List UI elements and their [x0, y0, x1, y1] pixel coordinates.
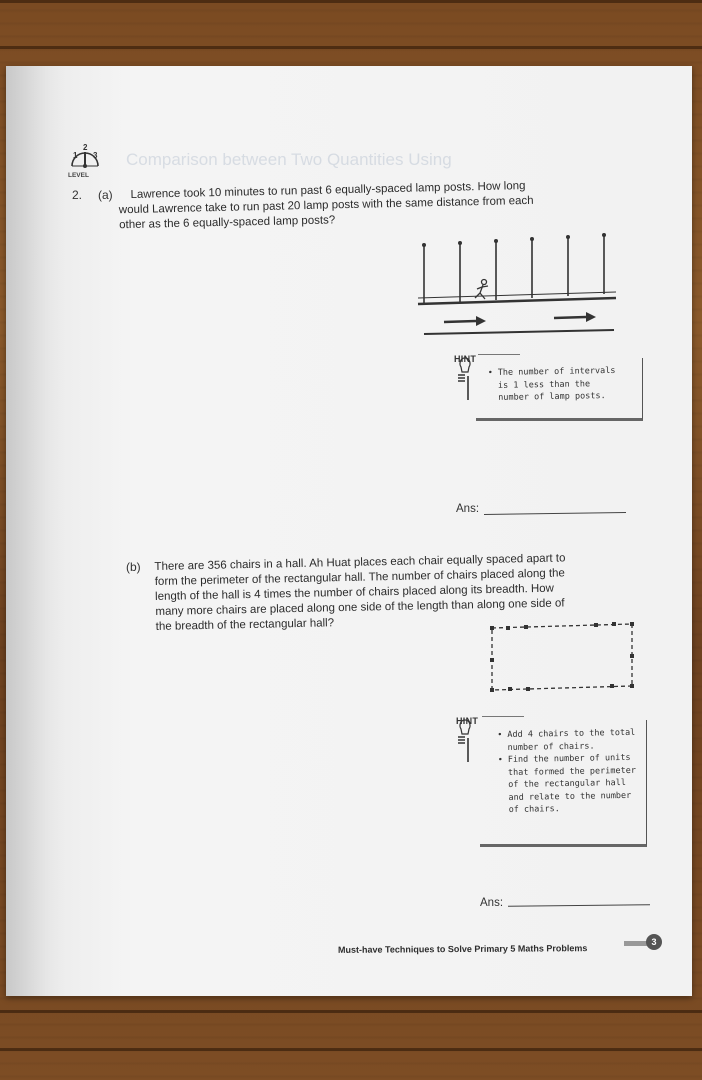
level-number-2: 2: [83, 143, 88, 152]
answer-line-b[interactable]: [508, 904, 650, 906]
part-b-line-2: form the perimeter of the rectangular hall. The number of chairs placed along the: [154, 567, 566, 588]
hint-b-item2-line-4: and relate to the number: [508, 790, 632, 803]
hint-text-b: [495, 727, 636, 817]
show-through-text: Comparison between Two Quantities Using: [126, 150, 452, 169]
answer-label-b: Ans:: [480, 897, 504, 909]
hint-rule-a: [478, 354, 520, 355]
hint-a-line-2: is 1 less than the: [497, 378, 591, 391]
part-a-line-2: would Lawrence take to run past 20 lamp posts with the same distance from each: [118, 194, 534, 217]
part-b-label: (b): [126, 560, 141, 574]
hint-title-b: HINT: [456, 716, 479, 726]
part-a-line-3: other as the 6 equally-spaced lamp posts?: [119, 214, 336, 232]
part-b-line-1: There are 356 chairs in a hall. Ah Huat places each chair equally spaced apart to: [154, 552, 566, 573]
hint-b-item2-line-1: • Find the number of units: [507, 752, 631, 766]
part-a-label: (a): [98, 188, 113, 202]
question-number: 2.: [72, 188, 83, 202]
hint-b-item1-line-2: number of chairs.: [507, 740, 595, 753]
hint-b-item2-line-5: of chairs.: [508, 804, 560, 816]
part-b-line-3: length of the hall is 4 times the number of chairs placed along its breadth. How: [154, 582, 555, 603]
level-label: LEVEL: [68, 172, 89, 179]
footer-title: Must-have Techniques to Solve Primary 5 Maths Problems: [337, 943, 588, 955]
rectangular-hall-diagram: [486, 618, 636, 699]
hint-b-item2-line-3: of the rectangular hall: [508, 777, 626, 791]
part-a-question-text: [118, 163, 534, 233]
hint-b-item2-line-2: that formed the perimeter: [507, 765, 637, 778]
hint-text-a: [486, 365, 616, 405]
hint-b-item1-line-1: • Add 4 chairs to the total: [507, 727, 636, 741]
wood-plank-gap: [0, 0, 702, 3]
level-number-3: 3: [93, 151, 98, 160]
lamp-posts-runner-illustration: [414, 226, 620, 341]
hint-a-line-3: number of lamp posts.: [498, 391, 606, 403]
wood-plank-gap: [0, 1048, 702, 1051]
part-b-line-4: many more chairs are placed along one side of the length than along one side of: [155, 597, 565, 618]
hint-title-a: HINT: [454, 354, 477, 364]
wood-plank-gap: [0, 1010, 702, 1013]
part-b-line-5: the breadth of the rectangular hall?: [155, 617, 335, 633]
hint-rule-b: [482, 716, 524, 717]
level-number-1: 1: [73, 151, 78, 160]
workbook-page: [6, 66, 692, 996]
page-number-badge: 3: [646, 934, 662, 950]
part-a-line-1: Lawrence took 10 minutes to run past 6 equally-spaced lamp posts. How long: [130, 180, 526, 201]
answer-line-a[interactable]: [484, 512, 626, 515]
answer-label-a: Ans:: [456, 503, 480, 515]
page-spine-shadow: [6, 66, 66, 996]
wood-plank-gap: [0, 46, 702, 49]
hint-a-line-1: • The number of intervals: [497, 365, 616, 378]
